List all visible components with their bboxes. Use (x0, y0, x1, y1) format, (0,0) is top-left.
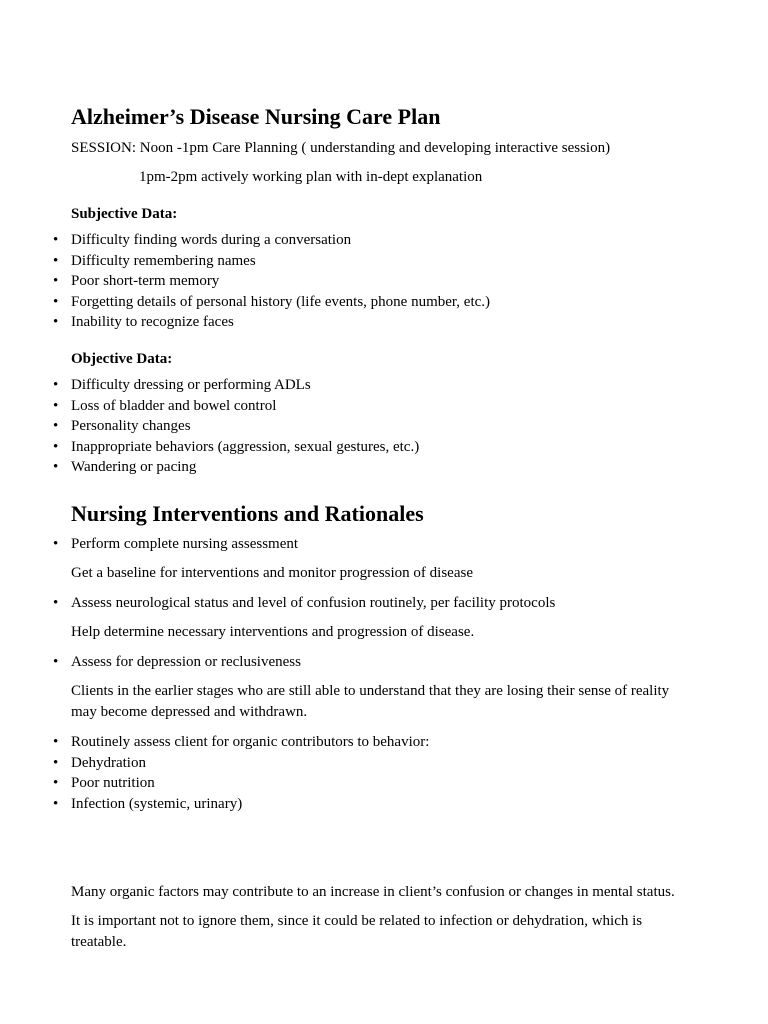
objective-data-list (71, 375, 686, 478)
organic-rationale-2: It is important not to ignore them, since it could be related to infection or dehydration, which is treatable. (71, 913, 643, 950)
list-item: • Poor short-term memory (71, 271, 686, 292)
session-line-1: SESSION: Noon -1pm Care Planning ( understanding and developing interactive session) (71, 140, 611, 156)
list-item: • Inappropriate behaviors (aggression, sexual gestures, etc.) (71, 437, 686, 458)
list-item: • Poor nutrition (71, 773, 686, 794)
list-item: • Personality changes (71, 416, 686, 437)
list-item: • Loss of bladder and bowel control (71, 396, 686, 417)
rationale-1: Get a baseline for interventions and monitor progression of disease (71, 565, 473, 581)
intervention-3 (71, 652, 686, 673)
rationale-3: Clients in the earlier stages who are still able to understand that they are losing their sense of reality may become depressed and withdrawn. (71, 683, 670, 720)
page-title: Alzheimer’s Disease Nursing Care Plan (71, 104, 441, 129)
list-item: • Wandering or pacing (71, 457, 686, 478)
organic-rationale-1: Many organic factors may contribute to an increase in client’s confusion or changes in mental status. (71, 884, 675, 900)
list-item: • Forgetting details of personal history (life events, phone number, etc.) (71, 292, 686, 313)
list-item: • Difficulty finding words during a conversation (71, 230, 686, 251)
intervention-item: • Assess for depression or reclusiveness (71, 652, 686, 673)
subjective-data-heading: Subjective Data: (71, 206, 178, 222)
objective-data-heading: Objective Data: (71, 351, 173, 367)
session-line-2: 1pm-2pm actively working plan with in-dept explanation (139, 169, 483, 185)
subjective-data-list (71, 230, 686, 333)
organic-contributors-list (71, 732, 686, 814)
intervention-item: • Assess neurological status and level of confusion routinely, per facility protocols (71, 593, 686, 614)
rationale-2: Help determine necessary interventions and progression of disease. (71, 624, 475, 640)
intervention-2 (71, 593, 686, 614)
intervention-1 (71, 534, 686, 555)
list-item: • Difficulty remembering names (71, 251, 686, 272)
interventions-heading: Nursing Interventions and Rationales (71, 501, 424, 526)
list-item: • Infection (systemic, urinary) (71, 794, 686, 815)
intervention-item: • Perform complete nursing assessment (71, 534, 686, 555)
list-item: • Difficulty dressing or performing ADLs (71, 375, 686, 396)
list-item: • Dehydration (71, 753, 686, 774)
list-item: • Routinely assess client for organic contributors to behavior: (71, 732, 686, 753)
list-item: • Inability to recognize faces (71, 312, 686, 333)
